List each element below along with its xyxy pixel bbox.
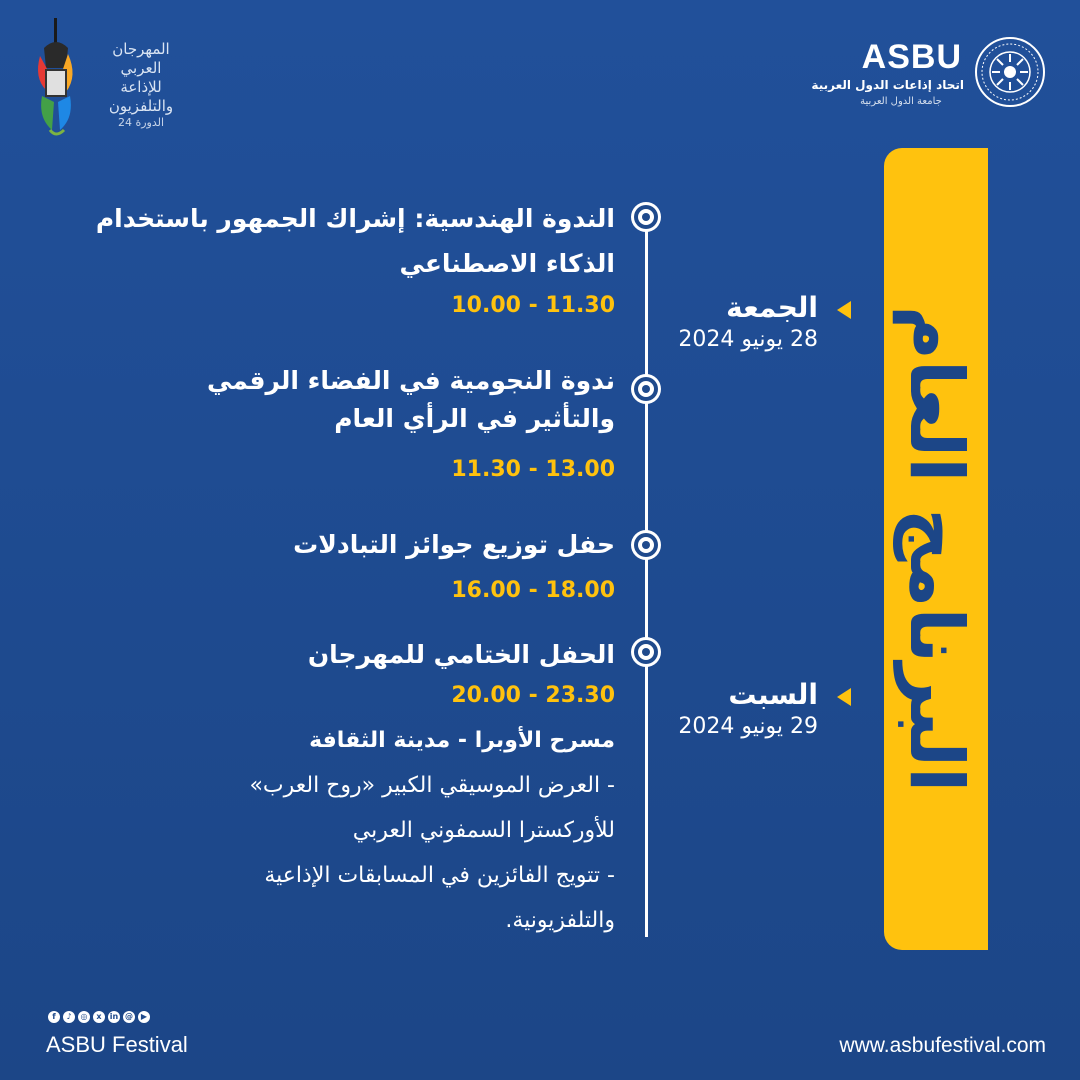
day-arrow-icon [837,301,851,319]
day-date: 29 يونيو 2024 [678,714,818,739]
event-item [293,522,615,609]
timeline-node [638,537,654,553]
festival-name-line3: للإذاعة [120,78,162,96]
event-detail: - العرض الموسيقي الكبير «روح العرب» [249,773,615,798]
festival-name-line2: العربي [120,59,162,77]
event-time: 20.00 - 23.30 [451,683,615,708]
event-title: والتأثير في الرأي العام [334,404,615,433]
festival-logo [30,18,180,138]
day-date: 28 يونيو 2024 [678,327,818,352]
event-detail: - تتويج الفائزين في المسابقات الإذاعية [264,863,615,888]
event-time: 16.00 - 18.00 [451,578,615,603]
timeline-node [638,209,654,225]
event-venue: مسرح الأوبرا - مدينة الثقافة [309,728,615,753]
event-title: ندوة النجومية في الفضاء الرقمي [207,366,615,395]
timeline-line [645,217,648,937]
youtube-icon[interactable]: ▶ [138,1011,150,1023]
festival-name-line1: المهرجان [112,40,170,58]
festival-name [86,40,196,130]
title-banner [884,148,988,950]
day-arrow-icon [837,688,851,706]
website-link[interactable]: www.asbufestival.com [839,1034,1046,1057]
asbu-wordmark: ASBU [861,38,962,76]
banner-title: البرنامج العام [893,305,979,793]
event-title: حفل توزيع جوائز التبادلات [293,530,615,559]
asbu-subtitle-2: جامعة الدول العربية [860,96,942,107]
event-item [249,632,615,943]
facebook-icon[interactable]: f [48,1011,60,1023]
day-label [678,290,818,354]
festival-name-line4: والتلفزيون [108,97,174,115]
event-detail: للأوركسترا السمفوني العربي [352,818,615,843]
day-name: السبت [728,678,818,711]
event-time: 11.30 - 13.00 [451,457,615,482]
day-name: الجمعة [726,291,818,324]
event-detail: والتلفزيونية. [505,908,615,933]
x-icon[interactable]: x [93,1011,105,1023]
timeline-node [638,381,654,397]
asbu-logo [811,36,1046,116]
asbu-seal-icon [974,36,1046,108]
tiktok-icon[interactable]: ♪ [63,1011,75,1023]
event-item [207,362,615,488]
festival-emblem-icon [30,18,82,138]
footer-brand: ASBU Festival [46,1032,188,1057]
event-item [96,196,615,324]
asbu-subtitle: اتحاد إذاعات الدول العربية [811,78,964,92]
event-title: الندوة الهندسية: إشراك الجمهور باستخدام [95,204,615,233]
social-icons [48,1011,150,1023]
day-label [678,677,818,741]
threads-icon[interactable]: @ [125,1012,133,1021]
event-title: الحفل الختامي للمهرجان [307,640,615,669]
festival-edition: الدورة 24 [117,116,165,129]
instagram-icon[interactable]: ◎ [78,1011,90,1023]
linkedin-icon[interactable]: in [109,1012,119,1021]
timeline-node [638,644,654,660]
event-title: الذكاء الاصطناعي [399,249,615,278]
event-time: 10.00 - 11.30 [451,293,615,318]
